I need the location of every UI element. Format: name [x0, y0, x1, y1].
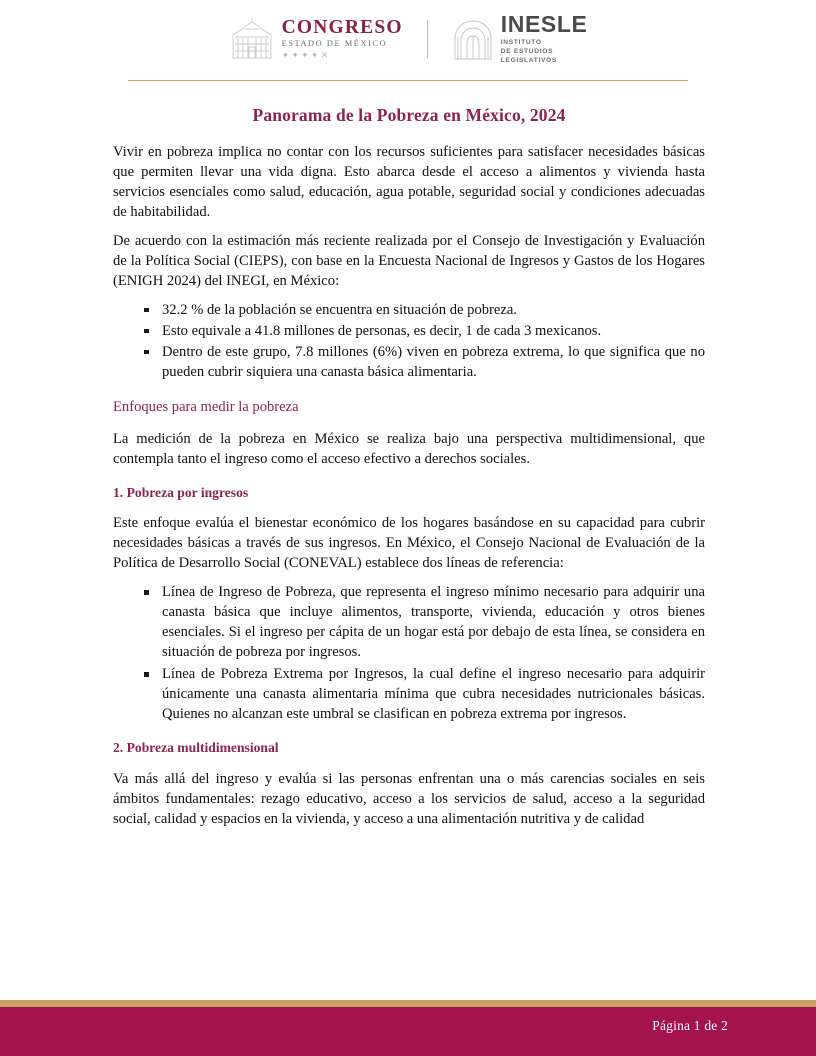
document-header — [0, 0, 816, 92]
list-item: Línea de Pobreza Extrema por Ingresos, la cual define el ingreso necesario para adquirir únicamente una canasta alimentaria mínima que cubra necesidades nutricionales básicas. Quienes no alcanzan este umbral se clasifican en pobreza extrema por ingresos. — [144, 665, 705, 725]
footer-crimson-band — [0, 1007, 816, 1056]
subheading-pobreza-multidimensional: 2. Pobreza multidimensional — [113, 740, 279, 756]
inesle-logo — [452, 10, 588, 65]
congreso-diamond-glyphs-icon: ✦ ✦ ✦ ✦ ✕ — [281, 49, 329, 60]
inesle-title: INESLE — [500, 10, 588, 37]
congreso-subtitle: ESTADO DE MÉXICO — [281, 38, 388, 48]
inesle-building-icon — [452, 17, 494, 61]
list-item: Dentro de este grupo, 7.8 millones (6%) viven en pobreza extrema, lo que significa que no pueden cubrir siquiera una canasta básica alimentaria. — [144, 343, 705, 383]
document-body — [113, 104, 705, 839]
header-divider-rule — [128, 80, 688, 81]
list-item: 32.2 % de la población se encuentra en situación de pobreza. — [144, 301, 705, 321]
paragraph-medicion: La medición de la pobreza en México se realiza bajo una perspectiva multidimensional, que contempla tanto el ingreso como el acceso efectivo a derechos sociales. — [113, 430, 705, 467]
stats-bullet-list — [113, 301, 705, 383]
inesle-subtitle — [501, 38, 588, 65]
list-item: Esto equivale a 41.8 millones de personas, es decir, 1 de cada 3 mexicanos. — [144, 322, 705, 342]
lineas-bullet-list — [113, 583, 705, 725]
section-heading-enfoques: Enfoques para medir la pobreza — [113, 398, 299, 415]
inesle-wordmark — [500, 10, 588, 65]
congreso-wordmark — [282, 18, 403, 60]
footer-gold-bar — [0, 1000, 816, 1007]
congreso-title: CONGRESO — [281, 17, 403, 39]
congreso-building-icon — [229, 17, 275, 61]
inesle-subtitle-line1: INSTITUTO — [500, 38, 542, 46]
subheading-pobreza-por-ingresos: 1. Pobreza por ingresos — [113, 484, 249, 500]
inesle-subtitle-line2: DE ESTUDIOS — [500, 47, 554, 55]
paragraph-estimacion: De acuerdo con la estimación más reciente realizada por el Consejo de Investigación y Evaluación de la Política Social (CIEPS), con base en la Encuesta Nacional de Ingresos y Gastos de los Hogares (ENIGH 2024) del INEGI, en México: — [113, 232, 705, 289]
page-title: Panorama de la Pobreza en México, 2024 — [252, 105, 566, 125]
paragraph-enfoque-ingresos: Este enfoque evalúa el bienestar económico de los hogares basándose en su capacidad para cubrir necesidades básicas a través de sus ingresos. En México, el Consejo Nacional de Evaluación de la Política de Desarrollo Social (CONEVAL) establece dos líneas de referencia: — [113, 515, 705, 572]
document-footer — [0, 1000, 816, 1056]
congreso-logo — [229, 17, 403, 61]
paragraph-multidimensional: Va más allá del ingreso y evalúa si las personas enfrentan una o más carencias sociales en seis ámbitos fundamentales: rezago educativo, acceso a los servicios de salud, acceso a la seguridad social, calidad y espacios en la vivienda, y acceso a una alimentación nutritiva y de calidad — [113, 770, 705, 827]
inesle-subtitle-line3: LEGISLATIVOS — [500, 57, 558, 65]
list-item: Línea de Ingreso de Pobreza, que representa el ingreso mínimo necesario para adquirir una canasta básica que incluye alimentos, transporte, vivienda, educación y otros bienes esenciales. Si el ingreso per cápita de un hogar está por debajo de esta línea, se considera en situación de pobreza por ingresos. — [144, 583, 705, 663]
page-number-label: Página 1 de 2 — [652, 1018, 728, 1033]
logo-row — [0, 0, 816, 72]
logo-divider — [427, 20, 428, 58]
paragraph-intro: Vivir en pobreza implica no contar con los recursos suficientes para satisfacer necesidades básicas que permiten llevar una vida digna. Esto abarca desde el acceso a alimentos y vivienda hasta servicios esenciales como salud, educación, agua potable, seguridad social y condiciones adecuadas de habitabilidad. — [113, 143, 705, 220]
